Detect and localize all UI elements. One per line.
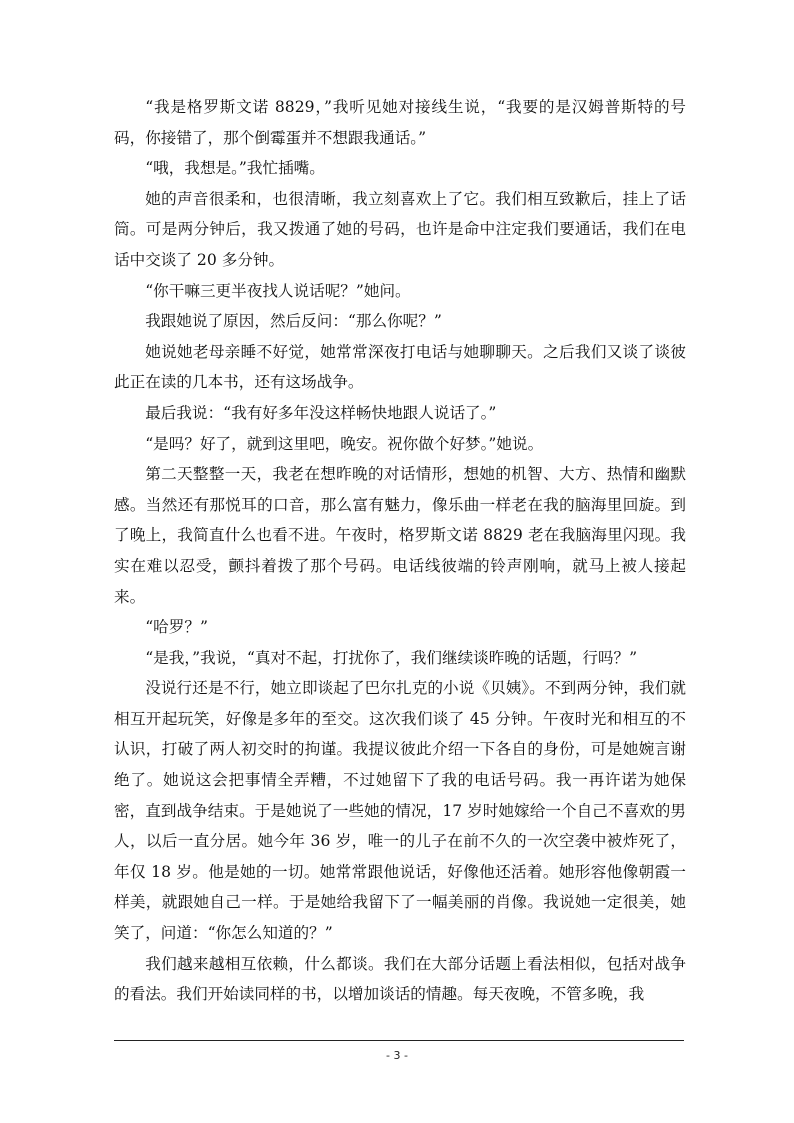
paragraph: 我们越来越相互依赖，什么都谈。我们在大部分话题上看法相似，包括对战争的看法。我们开始读同样的书，以增加谈话的情趣。每天夜晚，不管多晚，我 <box>114 954 686 1004</box>
paragraph: 我跟她说了原因，然后反问：“那么你呢？” <box>145 312 442 331</box>
paragraph: 第二天整整一天，我老在想昨晚的对话情形，想她的机智、大方、热情和幽默感。当然还有那悦耳的口音，那么富有魅力，像乐曲一样老在我的脑海里回旋。到了晚上，我简直什么也看不进。午夜时，格罗斯文诺 8829 老在我脑海里闪现。我实在难以忍受，颤抖着拨了那个号码。电话线彼端的铃声刚响，就马上被人接起来。 <box>114 465 686 606</box>
paragraph: “哈罗？” <box>145 618 208 637</box>
footer-divider <box>114 1040 684 1041</box>
paragraph: 她的声音很柔和，也很清晰，我立刻喜欢上了它。我们相互致歉后，挂上了话筒。可是两分钟后，我又拨通了她的号码，也许是命中注定我们要通话，我们在电话中交谈了 20 多分钟。 <box>114 189 686 269</box>
paragraph: “哦，我想是。”我忙插嘴。 <box>145 159 325 178</box>
paragraph: 最后我说：“我有好多年没这样畅快地跟人说话了。” <box>145 403 497 422</box>
paragraph: “是吗？好了，就到这里吧，晚安。祝你做个好梦。”她说。 <box>145 434 544 453</box>
paragraph: “是我，”我说，“真对不起，打扰你了，我们继续谈昨晚的话题，行吗？” <box>145 648 638 667</box>
paragraph: “我是格罗斯文诺 8829，”我听见她对接线生说，“我要的是汉姆普斯特的号码，你接错了，那个倒霉蛋并不想跟我通话。” <box>114 98 686 147</box>
paragraph: 她说她老母亲睡不好觉，她常常深夜打电话与她聊聊天。之后我们又谈了谈彼此正在读的几本书，还有这场战争。 <box>114 342 686 392</box>
paragraph: 没说行还是不行，她立即谈起了巴尔扎克的小说《贝姨》。不到两分钟，我们就相互开起玩笑，好像是多年的至交。这次我们谈了 45 分钟。午夜时光和相互的不认识，打破了两人初交时的拘谨。我提议彼此介绍一下各自的身份，可是她婉言谢绝了。她说这会把事情全弄糟，不过她留下了我的电话号码。我一再许诺为她保密，直到战争结束。于是她说了一些她的情况，17 岁时她嫁给一个自己不喜欢的男人，以后一直分居。她今年 36 岁，唯一的儿子在前不久的一次空袭中被炸死了，年仅 18 岁。他是她的一切。她常常跟他说话，好像他还活着。她形容他像朝霞一样美，就跟她自己一样。于是她给我留下了一幅美丽的肖像。我说她一定很美，她笑了，问道：“你怎么知道的？” <box>114 679 686 943</box>
article-body <box>114 92 686 1010</box>
paragraph: “你干嘛三更半夜找人说话呢？”她问。 <box>145 281 411 300</box>
page-number: - 3 - <box>386 1049 408 1062</box>
